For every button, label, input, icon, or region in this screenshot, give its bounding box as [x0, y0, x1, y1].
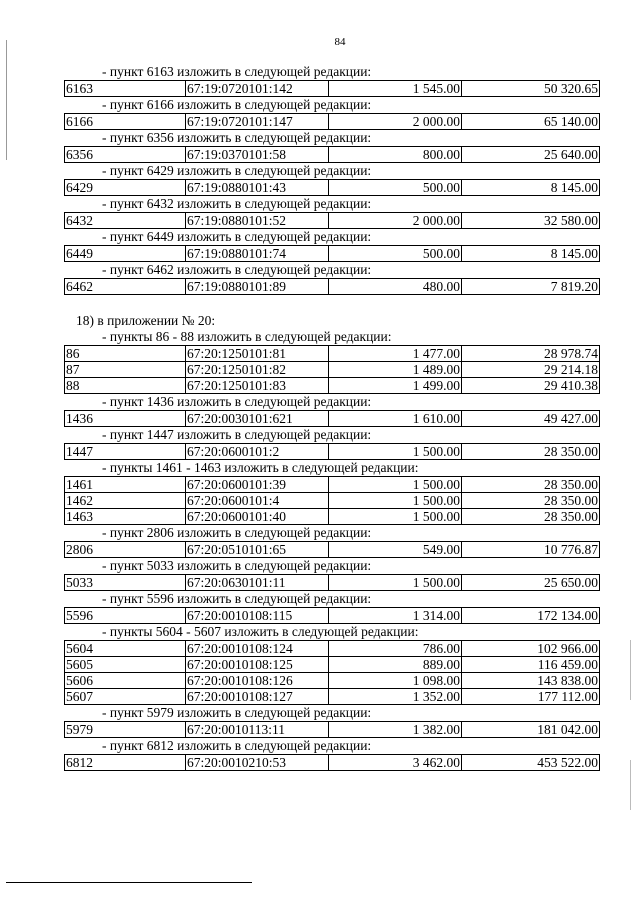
table-row [65, 213, 600, 229]
amendment-instruction: - пункты 86 - 88 изложить в следующей редакции: [102, 329, 392, 344]
amendment-instruction: - пункт 6812 изложить в следующей редакции: [102, 738, 372, 753]
item-number-cell: 5605 [65, 657, 186, 673]
value-cell: 32 580.00 [462, 213, 600, 229]
amendment-table [64, 245, 600, 262]
amendments-appendix-20 [64, 329, 600, 771]
cadastral-number-cell: 67:20:0010108:127 [186, 689, 329, 705]
area-cell: 1 500.00 [329, 509, 462, 525]
table-row [65, 722, 600, 738]
area-cell: 2 000.00 [329, 114, 462, 130]
value-cell: 29 214.18 [462, 362, 600, 378]
amendment-instruction: - пункт 2806 изложить в следующей редакции: [102, 525, 372, 540]
amendment-table [64, 212, 600, 229]
cadastral-number-cell: 67:20:1250101:83 [186, 378, 329, 394]
item-number-cell: 6812 [65, 755, 186, 771]
area-cell: 2 000.00 [329, 213, 462, 229]
area-cell: 1 500.00 [329, 493, 462, 509]
item-number-cell: 6356 [65, 147, 186, 163]
value-cell: 8 145.00 [462, 246, 600, 262]
value-cell: 181 042.00 [462, 722, 600, 738]
cadastral-number-cell: 67:20:0010108:126 [186, 673, 329, 689]
item-number-cell: 6432 [65, 213, 186, 229]
area-cell: 1 382.00 [329, 722, 462, 738]
page-number: 84 [334, 36, 346, 48]
value-cell: 8 145.00 [462, 180, 600, 196]
amendment-instruction: - пункты 1461 - 1463 изложить в следующей редакции: [102, 460, 419, 475]
amendment-table [64, 278, 600, 295]
area-cell: 1 610.00 [329, 411, 462, 427]
amendment-instruction: - пункт 1436 изложить в следующей редакции: [102, 394, 372, 409]
amendment-instruction: - пункты 5604 - 5607 изложить в следующей редакции: [102, 624, 419, 639]
table-row [65, 279, 600, 295]
cadastral-number-cell: 67:19:0720101:147 [186, 114, 329, 130]
area-cell: 1 500.00 [329, 444, 462, 460]
amendment-table [64, 179, 600, 196]
amendment-instruction: - пункт 6449 изложить в следующей редакции: [102, 229, 372, 244]
value-cell: 177 112.00 [462, 689, 600, 705]
table-row [65, 575, 600, 591]
cadastral-number-cell: 67:19:0880101:74 [186, 246, 329, 262]
amendment-table [64, 607, 600, 624]
item-number-cell: 6166 [65, 114, 186, 130]
table-row [65, 346, 600, 362]
value-cell: 28 350.00 [462, 509, 600, 525]
item-number-cell: 1436 [65, 411, 186, 427]
cadastral-number-cell: 67:20:0630101:11 [186, 575, 329, 591]
item-number-cell: 5596 [65, 608, 186, 624]
cadastral-number-cell: 67:19:0880101:52 [186, 213, 329, 229]
area-cell: 480.00 [329, 279, 462, 295]
cadastral-number-cell: 67:19:0370101:58 [186, 147, 329, 163]
cadastral-number-cell: 67:20:0010108:115 [186, 608, 329, 624]
item-number-cell: 6462 [65, 279, 186, 295]
amendment-instruction: - пункт 6166 изложить в следующей редакции: [102, 97, 372, 112]
table-row [65, 657, 600, 673]
cadastral-number-cell: 67:20:0600101:40 [186, 509, 329, 525]
amendment-table [64, 113, 600, 130]
cadastral-number-cell: 67:19:0880101:89 [186, 279, 329, 295]
value-cell: 143 838.00 [462, 673, 600, 689]
table-row [65, 689, 600, 705]
area-cell: 1 489.00 [329, 362, 462, 378]
item-number-cell: 1447 [65, 444, 186, 460]
area-cell: 3 462.00 [329, 755, 462, 771]
amendment-instruction: - пункт 5033 изложить в следующей редакции: [102, 558, 372, 573]
table-row [65, 673, 600, 689]
area-cell: 1 499.00 [329, 378, 462, 394]
cadastral-number-cell: 67:20:0510101:65 [186, 542, 329, 558]
item-number-cell: 6429 [65, 180, 186, 196]
value-cell: 50 320.65 [462, 81, 600, 97]
amendment-table [64, 345, 600, 394]
area-cell: 500.00 [329, 246, 462, 262]
cadastral-number-cell: 67:20:1250101:81 [186, 346, 329, 362]
item-number-cell: 5033 [65, 575, 186, 591]
value-cell: 453 522.00 [462, 755, 600, 771]
value-cell: 102 966.00 [462, 641, 600, 657]
value-cell: 7 819.20 [462, 279, 600, 295]
area-cell: 1 545.00 [329, 81, 462, 97]
item-number-cell: 6163 [65, 81, 186, 97]
item-number-cell: 5607 [65, 689, 186, 705]
amendment-table [64, 410, 600, 427]
table-row [65, 641, 600, 657]
amendment-instruction: - пункт 6429 изложить в следующей редакции: [102, 163, 372, 178]
area-cell: 1 098.00 [329, 673, 462, 689]
value-cell: 49 427.00 [462, 411, 600, 427]
amendment-table [64, 476, 600, 525]
cadastral-number-cell: 67:20:0600101:4 [186, 493, 329, 509]
amendment-table [64, 146, 600, 163]
cadastral-number-cell: 67:20:0010108:125 [186, 657, 329, 673]
area-cell: 786.00 [329, 641, 462, 657]
amendment-table [64, 80, 600, 97]
right-edge-mark [630, 640, 632, 700]
value-cell: 25 650.00 [462, 575, 600, 591]
area-cell: 1 500.00 [329, 575, 462, 591]
amendment-instruction: - пункт 1447 изложить в следующей редакции: [102, 427, 372, 442]
table-row [65, 477, 600, 493]
footnote-separator [6, 882, 252, 883]
value-cell: 65 140.00 [462, 114, 600, 130]
item-number-cell: 86 [65, 346, 186, 362]
table-row [65, 114, 600, 130]
area-cell: 800.00 [329, 147, 462, 163]
amendment-instruction: - пункт 6432 изложить в следующей редакции: [102, 196, 372, 211]
item-number-cell: 5604 [65, 641, 186, 657]
area-cell: 549.00 [329, 542, 462, 558]
cadastral-number-cell: 67:20:0600101:2 [186, 444, 329, 460]
table-row [65, 493, 600, 509]
table-row [65, 411, 600, 427]
value-cell: 25 640.00 [462, 147, 600, 163]
amendment-instruction: - пункт 6356 изложить в следующей редакции: [102, 130, 372, 145]
table-row [65, 755, 600, 771]
area-cell: 889.00 [329, 657, 462, 673]
item-number-cell: 6449 [65, 246, 186, 262]
cadastral-number-cell: 67:20:1250101:82 [186, 362, 329, 378]
value-cell: 29 410.38 [462, 378, 600, 394]
table-row [65, 509, 600, 525]
cadastral-number-cell: 67:20:0600101:39 [186, 477, 329, 493]
cadastral-number-cell: 67:20:0010108:124 [186, 641, 329, 657]
cadastral-number-cell: 67:19:0880101:43 [186, 180, 329, 196]
amendment-table [64, 721, 600, 738]
value-cell: 28 350.00 [462, 493, 600, 509]
cadastral-number-cell: 67:20:0010113:11 [186, 722, 329, 738]
table-row [65, 362, 600, 378]
amendment-table [64, 574, 600, 591]
area-cell: 500.00 [329, 180, 462, 196]
cadastral-number-cell: 67:19:0720101:142 [186, 81, 329, 97]
value-cell: 28 350.00 [462, 444, 600, 460]
table-row [65, 81, 600, 97]
item-number-cell: 2806 [65, 542, 186, 558]
value-cell: 116 459.00 [462, 657, 600, 673]
amendment-instruction: - пункт 5596 изложить в следующей редакции: [102, 591, 372, 606]
item-number-cell: 1461 [65, 477, 186, 493]
right-edge-mark [630, 760, 632, 810]
item-number-cell: 88 [65, 378, 186, 394]
table-row [65, 444, 600, 460]
amendment-table [64, 541, 600, 558]
area-cell: 1 352.00 [329, 689, 462, 705]
table-row [65, 542, 600, 558]
amendment-table [64, 640, 600, 705]
table-row [65, 246, 600, 262]
area-cell: 1 477.00 [329, 346, 462, 362]
area-cell: 1 500.00 [329, 477, 462, 493]
item-number-cell: 1462 [65, 493, 186, 509]
item-number-cell: 5606 [65, 673, 186, 689]
amendment-instruction: - пункт 6163 изложить в следующей редакции: [102, 64, 372, 79]
amendments-appendix-19 [64, 64, 600, 295]
amendment-table [64, 443, 600, 460]
area-cell: 1 314.00 [329, 608, 462, 624]
left-edge-mark [6, 40, 9, 160]
value-cell: 28 978.74 [462, 346, 600, 362]
item-number-cell: 1463 [65, 509, 186, 525]
section-heading: 18) в приложении № 20: [76, 313, 216, 328]
amendment-instruction: - пункт 5979 изложить в следующей редакции: [102, 705, 372, 720]
table-row [65, 147, 600, 163]
table-row [65, 180, 600, 196]
document-body [64, 64, 600, 771]
cadastral-number-cell: 67:20:0010210:53 [186, 755, 329, 771]
cadastral-number-cell: 67:20:0030101:621 [186, 411, 329, 427]
value-cell: 172 134.00 [462, 608, 600, 624]
item-number-cell: 87 [65, 362, 186, 378]
table-row [65, 378, 600, 394]
table-row [65, 608, 600, 624]
value-cell: 10 776.87 [462, 542, 600, 558]
value-cell: 28 350.00 [462, 477, 600, 493]
item-number-cell: 5979 [65, 722, 186, 738]
amendment-table [64, 754, 600, 771]
amendment-instruction: - пункт 6462 изложить в следующей редакции: [102, 262, 372, 277]
